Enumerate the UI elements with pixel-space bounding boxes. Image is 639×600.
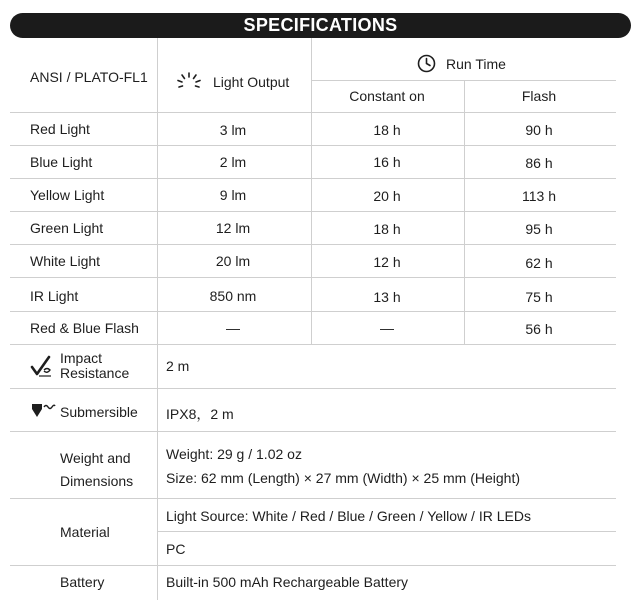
battery-label: Battery — [60, 574, 105, 590]
impact-value: 2 m — [166, 358, 190, 374]
row-name: Red & Blue Flash — [30, 320, 139, 336]
row-output: 3 lm — [219, 122, 247, 138]
impact-check-icon — [30, 354, 54, 378]
weight-label-1: Weight and — [60, 450, 131, 466]
row-constant: — — [380, 320, 394, 336]
header-flash: Flash — [521, 88, 557, 104]
row-name: Red Light — [30, 121, 90, 137]
header-run-time: Run Time — [446, 56, 506, 72]
water-drop-icon — [30, 401, 56, 419]
row-name: Yellow Light — [30, 187, 105, 203]
row-constant: 12 h — [373, 254, 401, 270]
row-output: — — [226, 320, 240, 336]
row-constant: 20 h — [373, 188, 401, 204]
row-name: White Light — [30, 253, 101, 269]
row-output: 850 nm — [209, 288, 257, 304]
row-flash: 62 h — [525, 255, 553, 271]
row-flash: 113 h — [522, 188, 556, 204]
weight-value: Weight: 29 g / 1.02 oz — [166, 446, 302, 462]
row-flash: 56 h — [525, 321, 553, 337]
row-constant: 18 h — [373, 221, 401, 237]
row-constant: 13 h — [373, 289, 401, 305]
light-burst-icon — [176, 72, 202, 90]
row-output: 20 lm — [215, 253, 251, 269]
material-value-1: Light Source: White / Red / Blue / Green / Yellow / IR LEDs — [166, 508, 531, 524]
impact-label-1: Impact — [60, 350, 103, 366]
row-name: Blue Light — [30, 154, 93, 170]
row-flash: 86 h — [525, 155, 553, 171]
row-flash: 90 h — [525, 122, 553, 138]
row-name: Green Light — [30, 220, 104, 236]
row-flash: 95 h — [525, 221, 553, 237]
submersible-value: IPX8，2 m — [166, 406, 234, 422]
weight-label-2: Dimensions — [60, 473, 134, 489]
row-name: IR Light — [30, 288, 79, 304]
battery-value: Built-in 500 mAh Rechargeable Battery — [166, 574, 409, 590]
title-bar — [10, 13, 631, 38]
row-flash: 75 h — [525, 289, 553, 305]
submersible-label: Submersible — [60, 404, 138, 420]
size-value: Size: 62 mm (Length) × 27 mm (Width) × 25 mm (Height) — [166, 470, 520, 486]
row-constant: 18 h — [373, 122, 401, 138]
clock-icon — [417, 54, 436, 73]
material-label: Material — [60, 524, 110, 540]
row-constant: 16 h — [373, 154, 401, 170]
header-light-output: Light Output — [213, 74, 290, 90]
material-value-2: PC — [166, 541, 186, 557]
header-constant-on: Constant on — [349, 88, 425, 104]
row-output: 12 lm — [215, 220, 251, 236]
page-title: SPECIFICATIONS — [243, 15, 398, 35]
row-output: 2 lm — [219, 154, 247, 170]
header-model: ANSI / PLATO-FL1 — [30, 69, 148, 85]
row-output: 9 lm — [219, 187, 247, 203]
impact-label-2: Resistance — [60, 365, 130, 381]
